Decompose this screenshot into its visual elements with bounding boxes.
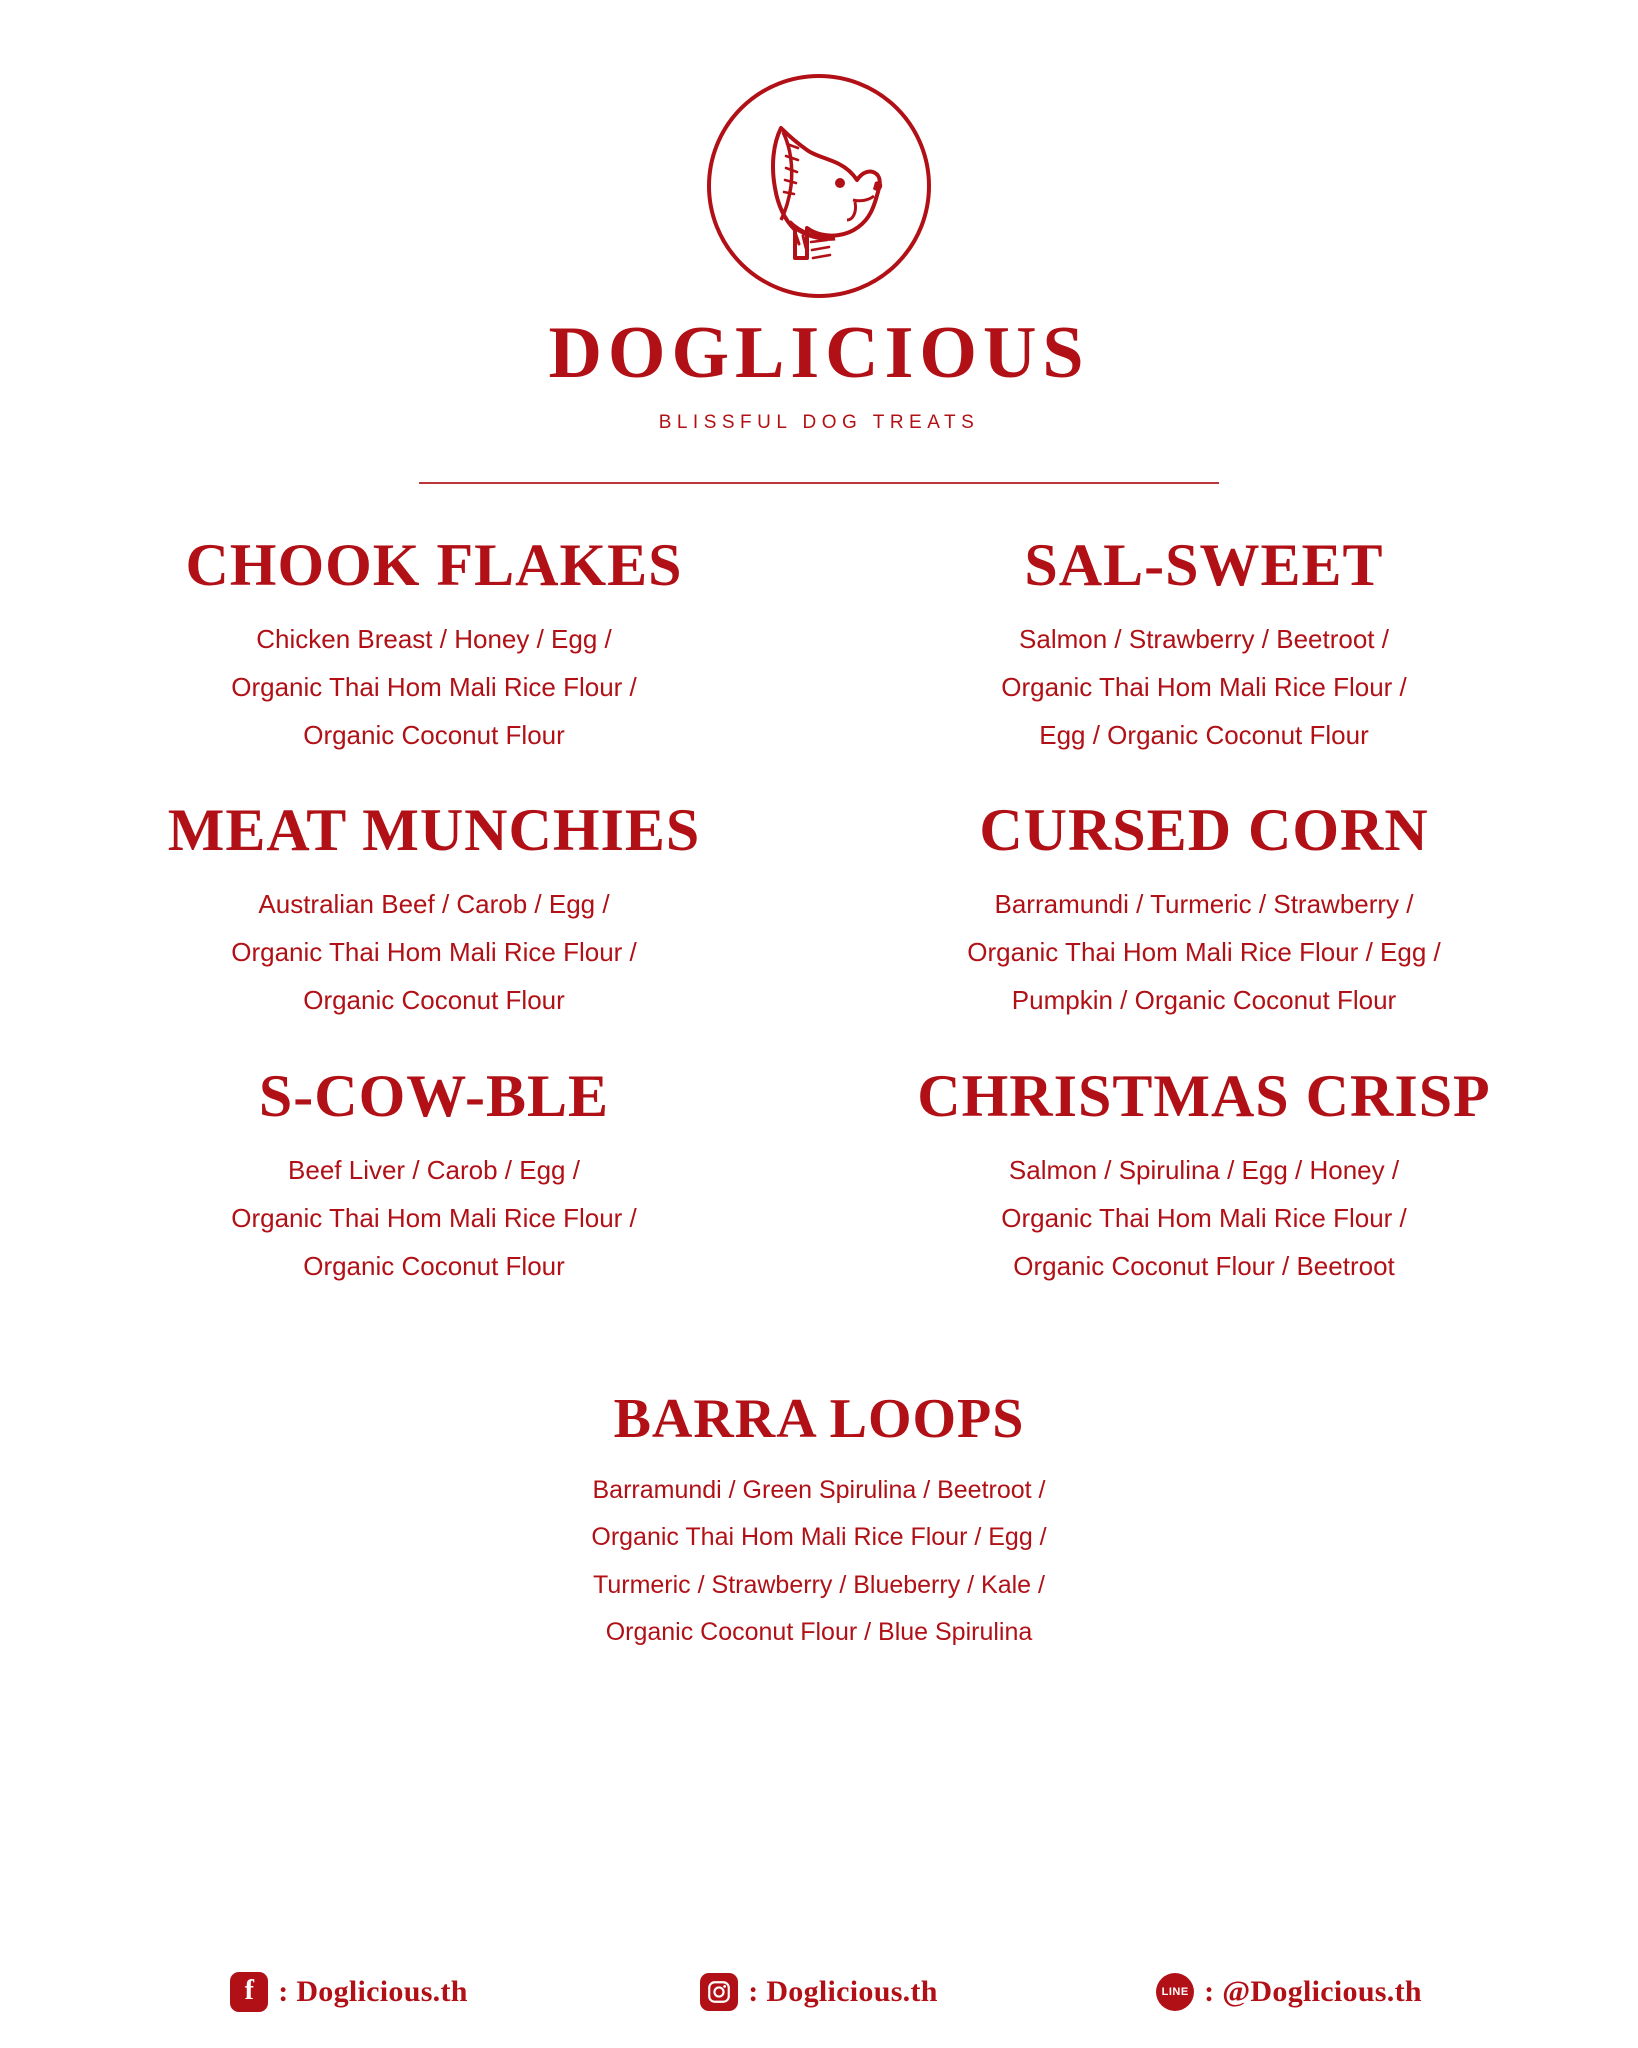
menu-item-ingredient-line: Turmeric / Strawberry / Blueberry / Kale / (593, 1570, 1045, 1599)
menu-item-title: SAL-SWEET (1024, 532, 1384, 598)
menu-item-ingredient-line: Organic Coconut Flour (303, 985, 565, 1016)
instagram-icon (700, 1973, 738, 2011)
menu-item-meat-munchies (49, 781, 819, 1034)
line-icon: LINE (1156, 1973, 1194, 2011)
header-divider (419, 482, 1219, 484)
menu-item-ingredient-line: Beef Liver / Carob / Egg / (288, 1154, 580, 1185)
footer-social-bar (0, 1972, 1638, 2012)
menu-item-ingredient-line: Organic Coconut Flour / Beetroot (1013, 1250, 1395, 1281)
social-handle: : @Doglicious.th (1204, 1975, 1422, 2008)
menu-item-title: CHOOK FLAKES (185, 532, 683, 598)
menu-item-ingredient-line: Salmon / Strawberry / Beetroot / (1019, 624, 1389, 654)
menu-item-ingredient-line: Chicken Breast / Honey / Egg / (256, 624, 612, 654)
menu-item-christmas-crisp (819, 1047, 1589, 1300)
menu-item-ingredient-line: Barramundi / Turmeric / Strawberry / (994, 889, 1414, 920)
menu-item-ingredient-line: Organic Thai Hom Mali Rice Flour / (231, 937, 637, 968)
menu-item-s-cow-ble (49, 1047, 819, 1300)
menu-item-ingredient-line: Organic Coconut Flour / Blue Spirulina (605, 1618, 1033, 1647)
menu-item-ingredient-line: Australian Beef / Carob / Egg / (258, 889, 610, 920)
menu-item-ingredient-line: Organic Thai Hom Mali Rice Flour / (231, 672, 637, 703)
menu-item-ingredient-line: Organic Thai Hom Mali Rice Flour / Egg / (967, 937, 1441, 968)
menu-item-title: S-COW-BLE (258, 1062, 610, 1129)
menu-item-ingredient-line: Organic Coconut Flour (303, 720, 565, 751)
brand-logo-block (548, 70, 1089, 434)
facebook-icon: f (230, 1972, 268, 2012)
menu-item-chook-flakes (49, 516, 819, 769)
brand-name: DOGLICIOUS (548, 312, 1090, 394)
menu-item-title: CURSED CORN (979, 797, 1429, 864)
menu-item-ingredient-line: Barramundi / Green Spirulina / Beetroot / (592, 1475, 1046, 1504)
social-line[interactable] (1054, 1972, 1524, 2012)
menu-item-ingredient-line: Egg / Organic Coconut Flour (1039, 720, 1369, 751)
menu-item-ingredient-line: Organic Thai Hom Mali Rice Flour / (231, 1202, 637, 1233)
menu-item-ingredient-line: Organic Coconut Flour (303, 1250, 565, 1281)
menu-item-ingredient-line: Salmon / Spirulina / Egg / Honey / (1008, 1154, 1400, 1185)
social-facebook[interactable] (114, 1972, 584, 2012)
menu-item-ingredient-line: Organic Thai Hom Mali Rice Flour / Egg / (591, 1523, 1047, 1552)
menu-item-cursed-corn (819, 781, 1589, 1034)
menu-item-ingredient-line: Pumpkin / Organic Coconut Flour (1011, 985, 1397, 1016)
menu-item-ingredient-line: Organic Thai Hom Mali Rice Flour / (1001, 672, 1407, 703)
menu-item-sal-sweet (819, 516, 1589, 769)
menu-item-ingredient-line: Organic Thai Hom Mali Rice Flour / (1001, 1202, 1407, 1233)
social-handle: : Doglicious.th (748, 1975, 938, 2008)
menu-item-title: CHRISTMAS CRISP (917, 1062, 1491, 1129)
social-handle: : Doglicious.th (278, 1975, 468, 2008)
social-instagram[interactable] (584, 1972, 1054, 2012)
dog-head-circle-icon (703, 70, 935, 302)
menu-grid (49, 516, 1589, 1667)
menu-item-title: BARRA LOOPS (613, 1387, 1025, 1450)
brand-tagline: BLISSFUL DOG TREATS (658, 412, 980, 433)
menu-item-barra-loops (49, 1372, 1589, 1667)
menu-item-title: MEAT MUNCHIES (167, 797, 701, 864)
